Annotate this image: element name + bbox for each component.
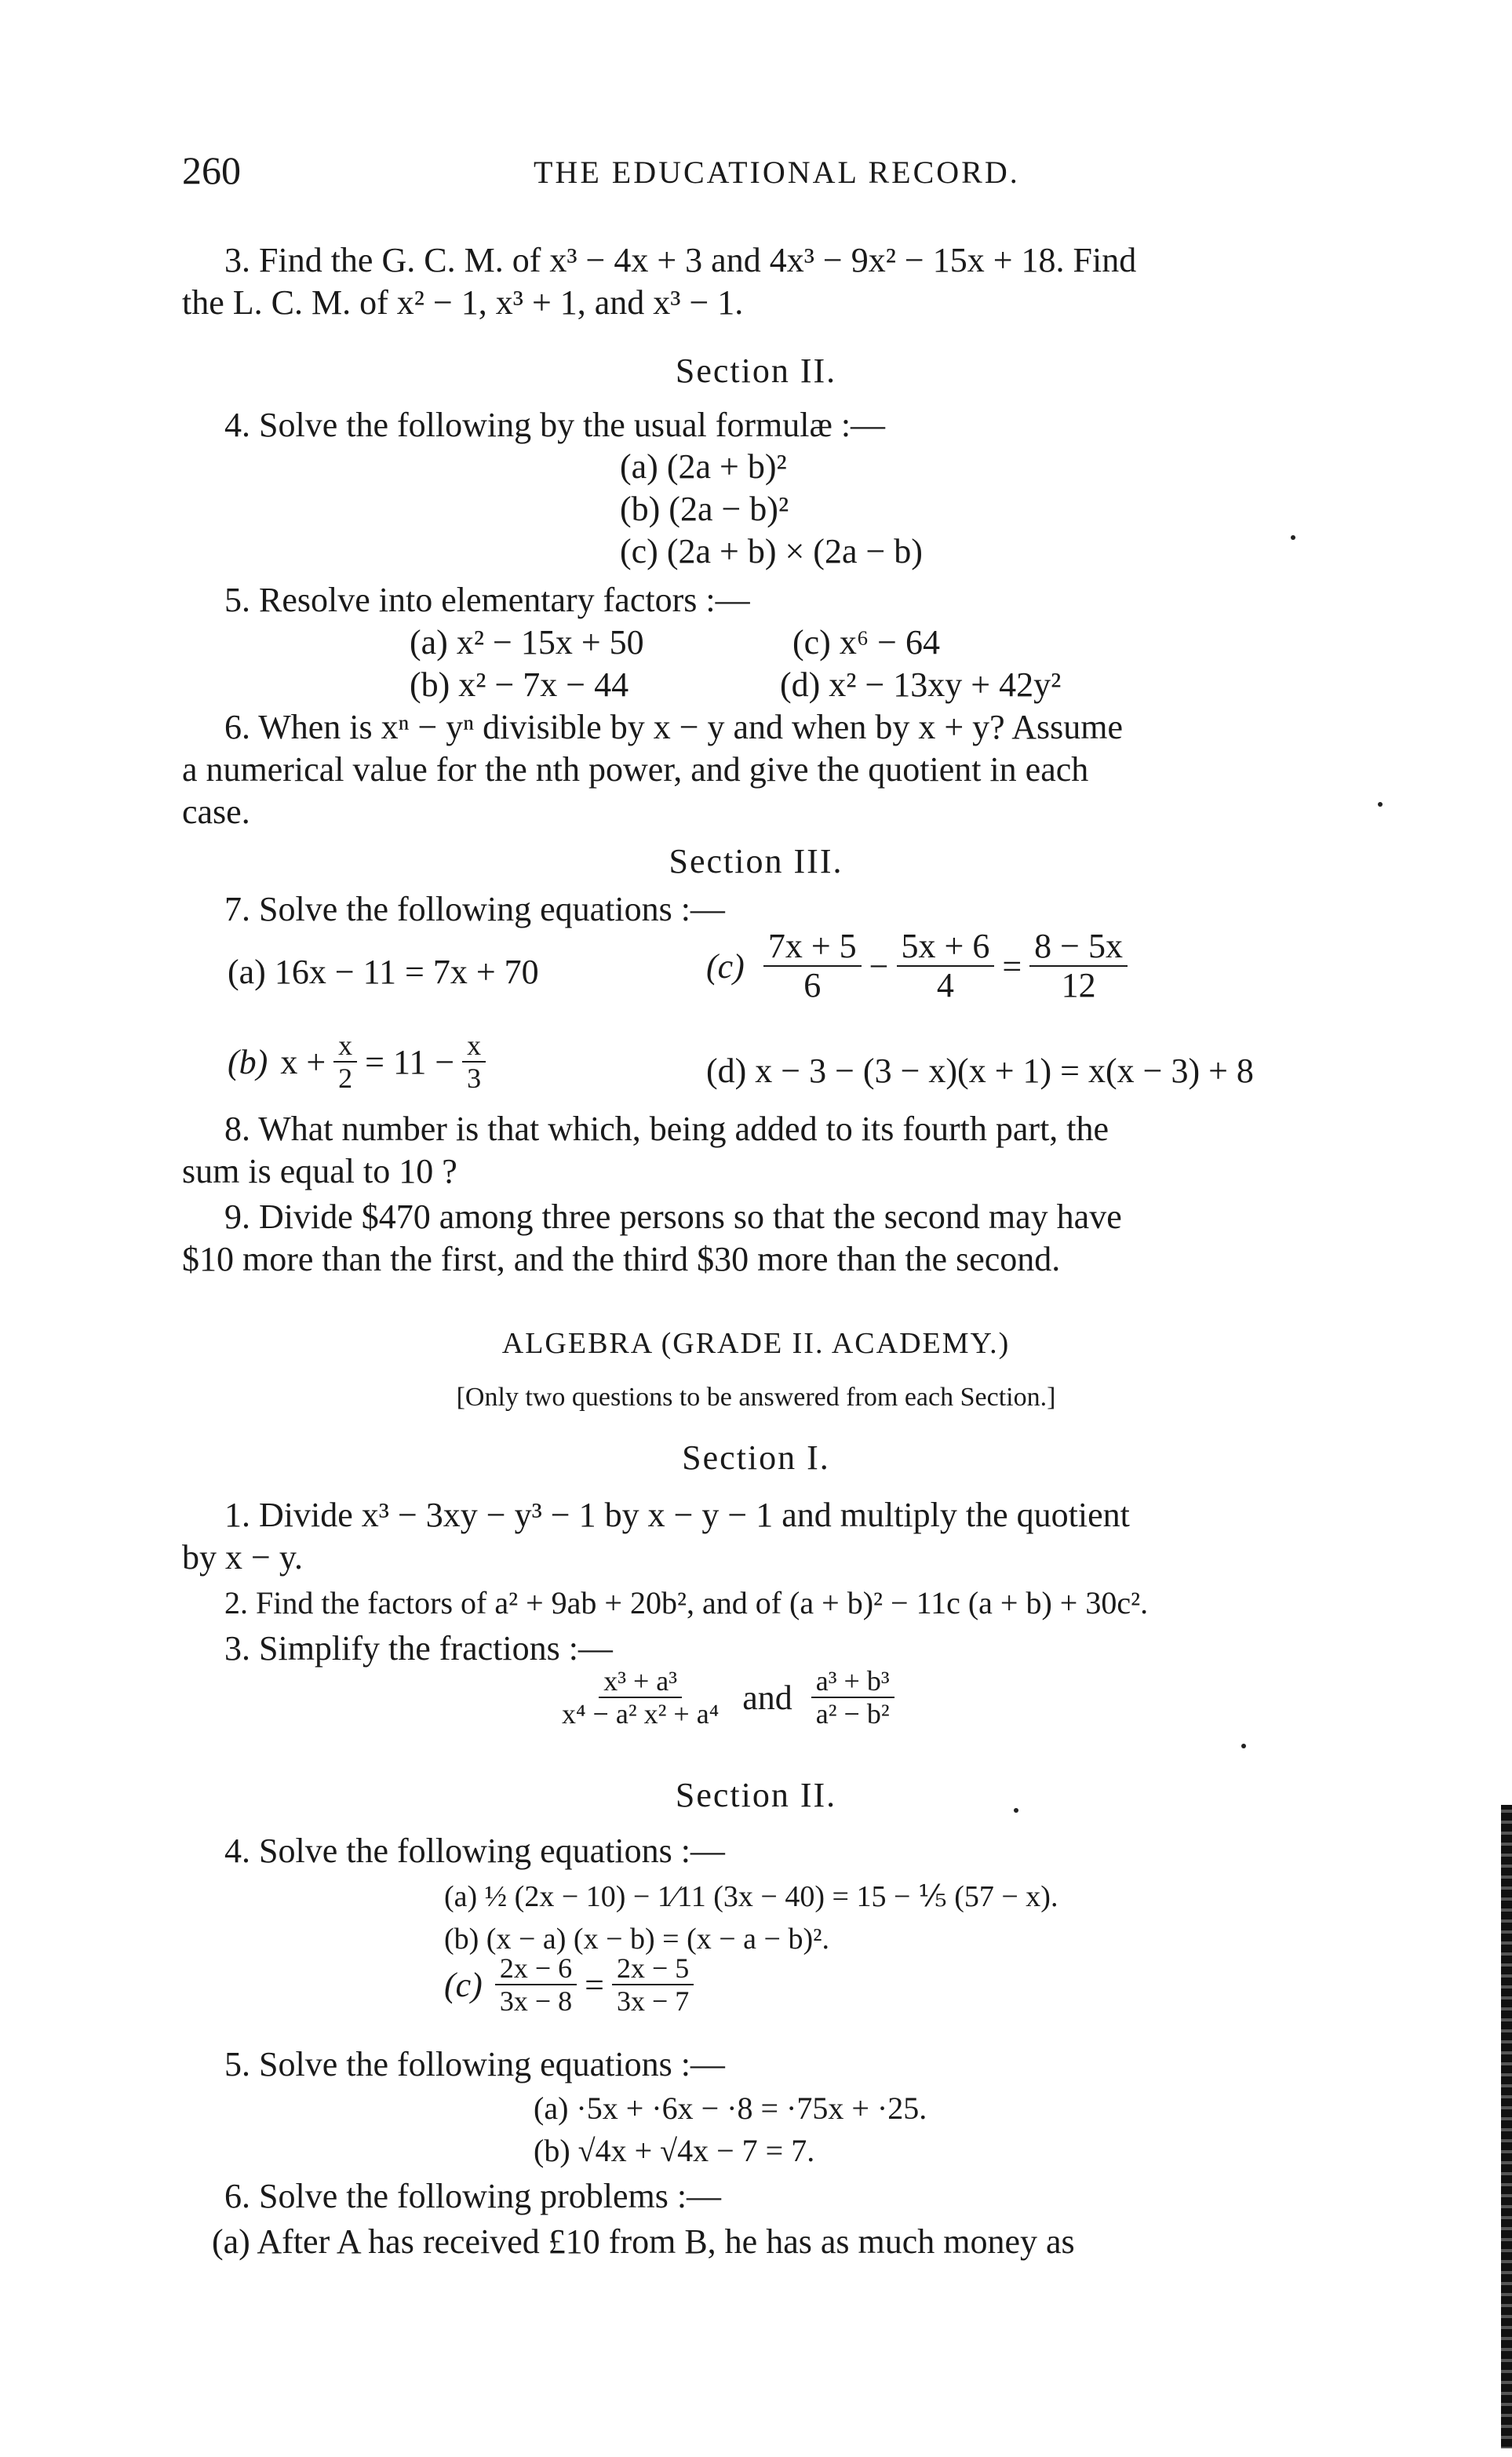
speck <box>1378 802 1383 807</box>
speck <box>1241 1744 1246 1748</box>
fraction <box>557 1665 723 1730</box>
question-1-line-2: by x − y. <box>182 1538 303 1577</box>
fraction <box>333 1030 357 1094</box>
question-8-line-2: sum is equal to 10 ? <box>182 1152 457 1190</box>
operator: = <box>585 1965 604 2004</box>
question-4c: (c) (2a + b) × (2a − b) <box>620 532 923 571</box>
question-5a: (a) x² − 15x + 50 <box>410 623 644 662</box>
question-4: 4. Solve the following equations :— <box>224 1832 725 1870</box>
denominator: 3x − 8 <box>499 1985 573 2017</box>
numerator: 5x + 6 <box>897 928 995 967</box>
question-3-line-2: the L. C. M. of x² − 1, x³ + 1, and x³ − 1. <box>182 283 744 322</box>
question-7d: (d) x − 3 − (3 − x)(x + 1) = x(x − 3) + 8 <box>706 1052 1254 1090</box>
fraction <box>811 1665 894 1730</box>
section-heading: Section III. <box>669 842 843 880</box>
question-5b: (b) x² − 7x − 44 <box>410 665 629 704</box>
section-heading: Section II. <box>675 1776 837 1814</box>
question-4: 4. Solve the following by the usual formulæ :— <box>224 406 886 444</box>
speck <box>1014 1808 1018 1813</box>
numerator: a³ + b³ <box>811 1665 894 1698</box>
fraction <box>763 928 862 1004</box>
numerator: x <box>462 1030 486 1063</box>
operator: = <box>1002 946 1022 986</box>
fraction <box>612 1952 694 2017</box>
denominator: 3 <box>467 1063 482 1094</box>
question-4c-label: (c) <box>444 1965 483 2004</box>
question-4b: (b) (x − a) (x − b) = (x − a − b)². <box>444 1923 830 1956</box>
question-7c <box>706 928 1135 1004</box>
denominator: 4 <box>936 966 954 1004</box>
question-4a: (a) (2a + b)² <box>620 447 787 486</box>
question-5: 5. Solve the following equations :— <box>224 2045 725 2083</box>
question-6-line-2: a numerical value for the nth power, and give the quotient in each <box>182 750 1089 789</box>
running-title: THE EDUCATIONAL RECORD. <box>534 155 1020 190</box>
question-6: 6. Solve the following problems :— <box>224 2177 722 2215</box>
denominator: a² − b² <box>815 1698 890 1730</box>
question-7b-label: (b) <box>228 1042 268 1081</box>
numerator: 8 − 5x <box>1029 928 1128 967</box>
question-7b <box>228 1030 494 1094</box>
question-6-line-3: case. <box>182 793 250 831</box>
question-1-line-1: 1. Divide x³ − 3xy − y³ − 1 by x − y − 1 and multiply the quotient <box>224 1496 1130 1534</box>
page-edge-shadow <box>1501 1805 1512 2448</box>
section-heading: Section I. <box>682 1438 830 1477</box>
question-7a: (a) 16x − 11 = 7x + 70 <box>228 953 539 991</box>
exam-note: [Only two questions to be answered from each Section.] <box>456 1383 1056 1412</box>
question-3-fractions <box>549 1665 902 1730</box>
exam-title: ALGEBRA (GRADE II. ACADEMY.) <box>501 1327 1011 1360</box>
expression: x + <box>280 1042 326 1081</box>
section-heading: Section II. <box>675 352 837 390</box>
denominator: x⁴ − a² x² + a⁴ <box>562 1698 720 1730</box>
question-5b: (b) √4x + √4x − 7 = 7. <box>534 2133 815 2168</box>
question-6-line-1: 6. When is xⁿ − yⁿ divisible by x − y and when by x + y? Assume <box>224 708 1124 746</box>
question-4a: (a) ½ (2x − 10) − 1⁄11 (3x − 40) = 15 − ⅕ (57 − x). <box>444 1880 1058 1913</box>
question-9-line-1: 9. Divide $470 among three persons so that the second may have <box>224 1198 1122 1236</box>
numerator: x <box>333 1030 357 1063</box>
denominator: 12 <box>1061 966 1096 1004</box>
question-5c: (c) x⁶ − 64 <box>792 623 940 662</box>
question-4b: (b) (2a − b)² <box>620 490 789 528</box>
question-7c-label: (c) <box>706 946 745 986</box>
page-number: 260 <box>182 148 241 192</box>
question-9-line-2: $10 more than the first, and the third $30 more than the second. <box>182 1240 1061 1278</box>
speck <box>1291 535 1295 540</box>
question-5a: (a) ·5x + ·6x − ·8 = ·75x + ·25. <box>534 2091 927 2126</box>
expression: = 11 − <box>365 1042 455 1081</box>
question-3: 3. Simplify the fractions :— <box>224 1629 613 1668</box>
denominator: 3x − 7 <box>616 1985 690 2017</box>
denominator: 2 <box>338 1063 353 1094</box>
numerator: x³ + a³ <box>599 1665 682 1698</box>
operator: − <box>869 946 889 986</box>
question-6a: (a) After A has received £10 from B, he has as much money as <box>212 2222 1075 2261</box>
fraction <box>897 928 995 1004</box>
question-4c <box>444 1952 701 2017</box>
conjunction: and <box>742 1678 792 1717</box>
numerator: 2x − 5 <box>612 1952 694 1985</box>
numerator: 7x + 5 <box>763 928 862 967</box>
numerator: 2x − 6 <box>495 1952 577 1985</box>
question-7: 7. Solve the following equations :— <box>224 890 725 928</box>
question-8-line-1: 8. What number is that which, being added to its fourth part, the <box>224 1110 1109 1148</box>
question-2: 2. Find the factors of a² + 9ab + 20b², and of (a + b)² − 11c (a + b) + 30c². <box>224 1585 1149 1620</box>
denominator: 6 <box>803 966 822 1004</box>
fraction <box>495 1952 577 2017</box>
fraction <box>1029 928 1128 1004</box>
question-5: 5. Resolve into elementary factors :— <box>224 581 750 619</box>
question-3-line-1: 3. Find the G. C. M. of x³ − 4x + 3 and 4x³ − 9x² − 15x + 18. Find <box>224 241 1137 279</box>
question-5d: (d) x² − 13xy + 42y² <box>780 665 1062 704</box>
fraction <box>462 1030 486 1094</box>
